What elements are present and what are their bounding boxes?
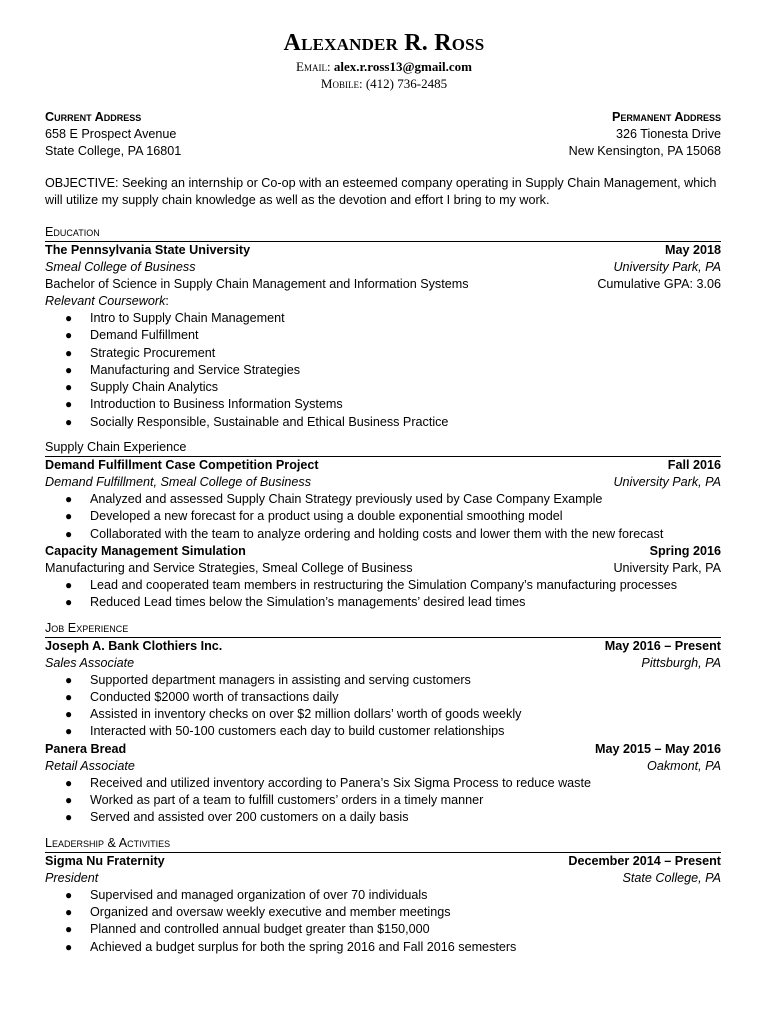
entry-date: May 2015 – May 2016: [594, 741, 721, 756]
permanent-address-title: Permanent Address: [611, 110, 721, 124]
school-location: University Park, PA: [613, 260, 721, 274]
bullet-icon: ●: [65, 672, 73, 687]
entry-location: State College, PA: [622, 870, 721, 885]
entry-sub-row: [45, 560, 721, 577]
list-item: ● Interacted with 50-100 customers each day to build customer relationships: [45, 723, 721, 740]
entry-header-row: [45, 543, 721, 560]
mobile-value: (412) 736-2485: [365, 76, 448, 91]
bullet-icon: ●: [65, 328, 73, 343]
sc-experience-section-title: Supply Chain Experience: [45, 440, 187, 455]
entry-sub-row: [45, 758, 721, 775]
entry-header-row: [45, 638, 721, 655]
entry-bullets: [45, 887, 721, 956]
entry-date: December 2014 – Present: [568, 853, 721, 868]
address-block: [45, 109, 721, 160]
entry-name: Panera Bread: [45, 741, 127, 756]
email-value: alex.r.ross13@gmail.com: [333, 59, 472, 74]
entry-location: University Park, PA: [613, 560, 721, 575]
graduation-date: May 2018: [664, 243, 721, 257]
list-item: ● Introduction to Business Information Systems: [45, 396, 721, 413]
permanent-address-line2: New Kensington, PA 15068: [568, 144, 721, 158]
resume-body: [45, 109, 721, 956]
list-item: ● Developed a new forecast for a product using a double exponential smoothing model: [45, 508, 721, 525]
mobile-line: [0, 75, 768, 92]
entry-bullets: [45, 775, 721, 827]
list-item: ● Conducted $2000 worth of transactions daily: [45, 689, 721, 706]
bullet-icon: ●: [65, 810, 73, 825]
entry-date: Spring 2016: [649, 543, 721, 558]
list-item: ● Achieved a budget surplus for both the spring 2016 and Fall 2016 semesters: [45, 939, 721, 956]
list-item: ● Worked as part of a team to fulfill customers’ orders in a timely manner: [45, 792, 721, 809]
bullet-icon: ●: [65, 724, 73, 739]
list-item: ● Collaborated with the team to analyze ordering and holding costs and lower them with the new forecast: [45, 526, 721, 543]
list-item: ● Reduced Lead times below the Simulation’s managements’ desired lead times: [45, 594, 721, 611]
entry-date: May 2016 – Present: [604, 638, 721, 653]
bullet-icon: ●: [65, 380, 73, 395]
permanent-address: [569, 109, 721, 160]
entry-subtitle: Sales Associate: [45, 655, 135, 670]
entry-header-row: [45, 741, 721, 758]
gpa: Cumulative GPA: 3.06: [597, 277, 721, 291]
entry-name: Sigma Nu Fraternity: [45, 853, 165, 868]
bullet-icon: ●: [65, 414, 73, 429]
list-item: ● Supervised and managed organization of over 70 individuals: [45, 887, 721, 904]
bullet-icon: ●: [65, 939, 73, 954]
entry-bullets: [45, 672, 721, 741]
mobile-label: Mobile:: [320, 76, 363, 91]
resume-header: [0, 28, 768, 92]
current-address-title: Current Address: [45, 110, 142, 124]
entry-header-row: [45, 853, 721, 870]
bullet-icon: ●: [65, 887, 73, 902]
coursework-list: [45, 310, 721, 431]
list-item: ● Socially Responsible, Sustainable and Ethical Business Practice: [45, 414, 721, 431]
entry-location: University Park, PA: [613, 475, 721, 490]
permanent-address-line1: 326 Tionesta Drive: [615, 127, 721, 141]
list-item: ● Organized and oversaw weekly executive and member meetings: [45, 904, 721, 921]
entry-bullets: [45, 491, 721, 543]
entry-sub-row: [45, 474, 721, 491]
education-degree-row: [45, 276, 721, 293]
list-item: ● Lead and cooperated team members in restructuring the Simulation Company’s manufacturing processes: [45, 577, 721, 594]
bullet-icon: ●: [65, 689, 73, 704]
candidate-name: Alexander R. Ross: [283, 30, 485, 56]
entry-name: Capacity Management Simulation: [45, 543, 246, 558]
entry-subtitle: Manufacturing and Service Strategies, Smeal College of Business: [45, 560, 413, 575]
bullet-icon: ●: [65, 492, 73, 507]
leadership-section-title: Leadership & Activities: [45, 835, 171, 850]
list-item: ● Intro to Supply Chain Management: [45, 310, 721, 327]
current-address: [45, 109, 181, 160]
coursework-label: Relevant Coursework: [45, 294, 166, 308]
entry-location: Oakmont, PA: [647, 758, 721, 773]
entry-date: Fall 2016: [667, 458, 721, 473]
education-school-row: [45, 242, 721, 259]
college-name: Smeal College of Business: [45, 260, 196, 274]
bullet-icon: ●: [65, 397, 73, 412]
entry-sub-row: [45, 870, 721, 887]
entry-name: Demand Fulfillment Case Competition Project: [45, 458, 319, 473]
list-item: ● Manufacturing and Service Strategies: [45, 362, 721, 379]
bullet-icon: ●: [65, 577, 73, 592]
bullet-icon: ●: [65, 345, 73, 360]
objective-statement: OBJECTIVE: Seeking an internship or Co-op with an esteemed company operating in Supply Chain Management, which will utilize my supply chain knowledge as well as the devotion and effort I bring to my work.: [45, 176, 717, 207]
email-label: Email:: [296, 59, 331, 74]
entry-bullets: [45, 577, 721, 612]
current-address-line1: 658 E Prospect Avenue: [45, 127, 177, 141]
coursework-label-row: [45, 293, 721, 310]
bullet-icon: ●: [65, 362, 73, 377]
bullet-icon: ●: [65, 509, 73, 524]
school-name: The Pennsylvania State University: [45, 243, 251, 257]
list-item: ● Strategic Procurement: [45, 345, 721, 362]
job-experience-section-title: Job Experience: [45, 620, 129, 635]
education-section-title: Education: [45, 225, 100, 239]
degree: Bachelor of Science in Supply Chain Management and Information Systems: [45, 277, 469, 291]
coursework-colon: :: [165, 294, 169, 308]
list-item: ● Demand Fulfillment: [45, 327, 721, 344]
list-item: ● Planned and controlled annual budget greater than $150,000: [45, 921, 721, 938]
entry-subtitle: President: [45, 870, 99, 885]
entry-subtitle: Demand Fulfillment, Smeal College of Business: [45, 475, 311, 490]
bullet-icon: ●: [65, 595, 73, 610]
education-college-row: [45, 259, 721, 276]
email-line: [0, 58, 768, 75]
bullet-icon: ●: [65, 707, 73, 722]
bullet-icon: ●: [65, 526, 73, 541]
entry-location: Pittsburgh, PA: [641, 655, 721, 670]
list-item: ● Analyzed and assessed Supply Chain Strategy previously used by Case Company Example: [45, 491, 721, 508]
entry-name: Joseph A. Bank Clothiers Inc.: [45, 638, 223, 653]
list-item: ● Served and assisted over 200 customers on a daily basis: [45, 809, 721, 826]
list-item: ● Supply Chain Analytics: [45, 379, 721, 396]
entry-subtitle: Retail Associate: [45, 758, 135, 773]
entry-header-row: [45, 457, 721, 474]
bullet-icon: ●: [65, 904, 73, 919]
current-address-line2: State College, PA 16801: [45, 144, 182, 158]
list-item: ● Assisted in inventory checks on over $2 million dollars’ worth of goods weekly: [45, 706, 721, 723]
bullet-icon: ●: [65, 311, 73, 325]
bullet-icon: ●: [65, 793, 73, 808]
list-item: ● Supported department managers in assisting and serving customers: [45, 672, 721, 689]
list-item: ● Received and utilized inventory according to Panera’s Six Sigma Process to reduce waste: [45, 775, 721, 792]
bullet-icon: ●: [65, 775, 73, 790]
bullet-icon: ●: [65, 922, 73, 937]
entry-sub-row: [45, 655, 721, 672]
